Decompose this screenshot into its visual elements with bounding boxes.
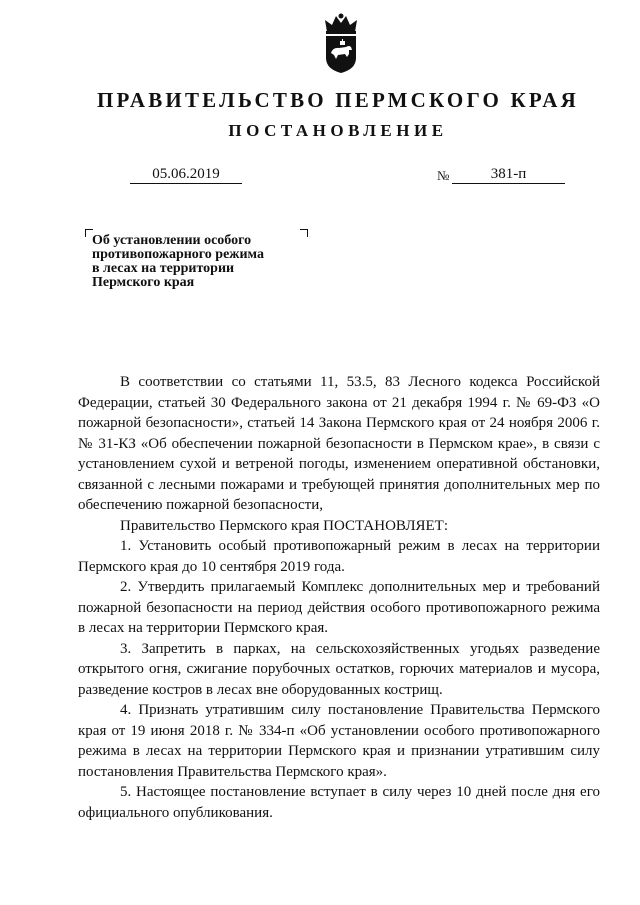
- subject-line: Пермского края: [92, 275, 195, 290]
- document-number: 381-п: [452, 166, 565, 184]
- subject-line: противопожарного режима: [92, 247, 264, 262]
- subject-line: Об установлении особого: [92, 233, 252, 248]
- organization-title: ПРАВИТЕЛЬСТВО ПЕРМСКОГО КРАЯ: [96, 88, 579, 112]
- body-paragraph: 2. Утвердить прилагаемый Комплекс дополнительных мер и требований пожарной безопасности на период действия особого противопожарного режима в лесах на территории Пермского края.: [78, 579, 600, 636]
- document-subject: [92, 234, 312, 290]
- body-paragraph: В соответствии со статьями 11, 53.5, 83 Лесного кодекса Российской Федерации, статьей 30 Федерального закона от 21 декабря 1994 г. № 69-ФЗ «О пожарной безопасности», статьей 14 Закона Пермского края от 24 ноября 2006 г. № 31-КЗ «Об обеспечении пожарной безопасности в Пермском крае», в связи с установлением сухой и ветреной погоды, изменением оперативной обстановки, связанной с лесными пожарами и требующей принятия дополнительных мер по обеспечению пожарной безопасности,: [78, 374, 600, 513]
- document-date: 05.06.2019: [130, 166, 242, 184]
- subject-line: в лесах на территории: [92, 261, 235, 276]
- document-type: ПОСТАНОВЛЕНИЕ: [228, 121, 448, 140]
- body-paragraph: 5. Настоящее постановление вступает в силу через 10 дней после дня его официального опубликования.: [78, 784, 600, 821]
- coat-of-arms-icon: [319, 12, 363, 74]
- body-paragraph: Правительство Пермского края ПОСТАНОВЛЯЕТ:: [120, 517, 449, 534]
- body-paragraph: 1. Установить особый противопожарный режим в лесах на территории Пермского края до 10 сентября 2019 года.: [78, 538, 600, 575]
- body-paragraph: 4. Признать утратившим силу постановление Правительства Пермского края от 19 июня 2018 г. № 334-п «Об установлении особого противопожарного режима в лесах на территории Пермского края и признании утратившим силу постановления Правительства Пермского края».: [78, 702, 600, 780]
- number-sign: №: [437, 168, 450, 183]
- document-body: [78, 372, 600, 823]
- body-paragraph: 3. Запретить в парках, на сельскохозяйственных угодьях разведение открытого огня, сжигание порубочных остатков, горючих материалов и мусора, разведение костров в лесах вне оборудованных кострищ.: [78, 640, 600, 698]
